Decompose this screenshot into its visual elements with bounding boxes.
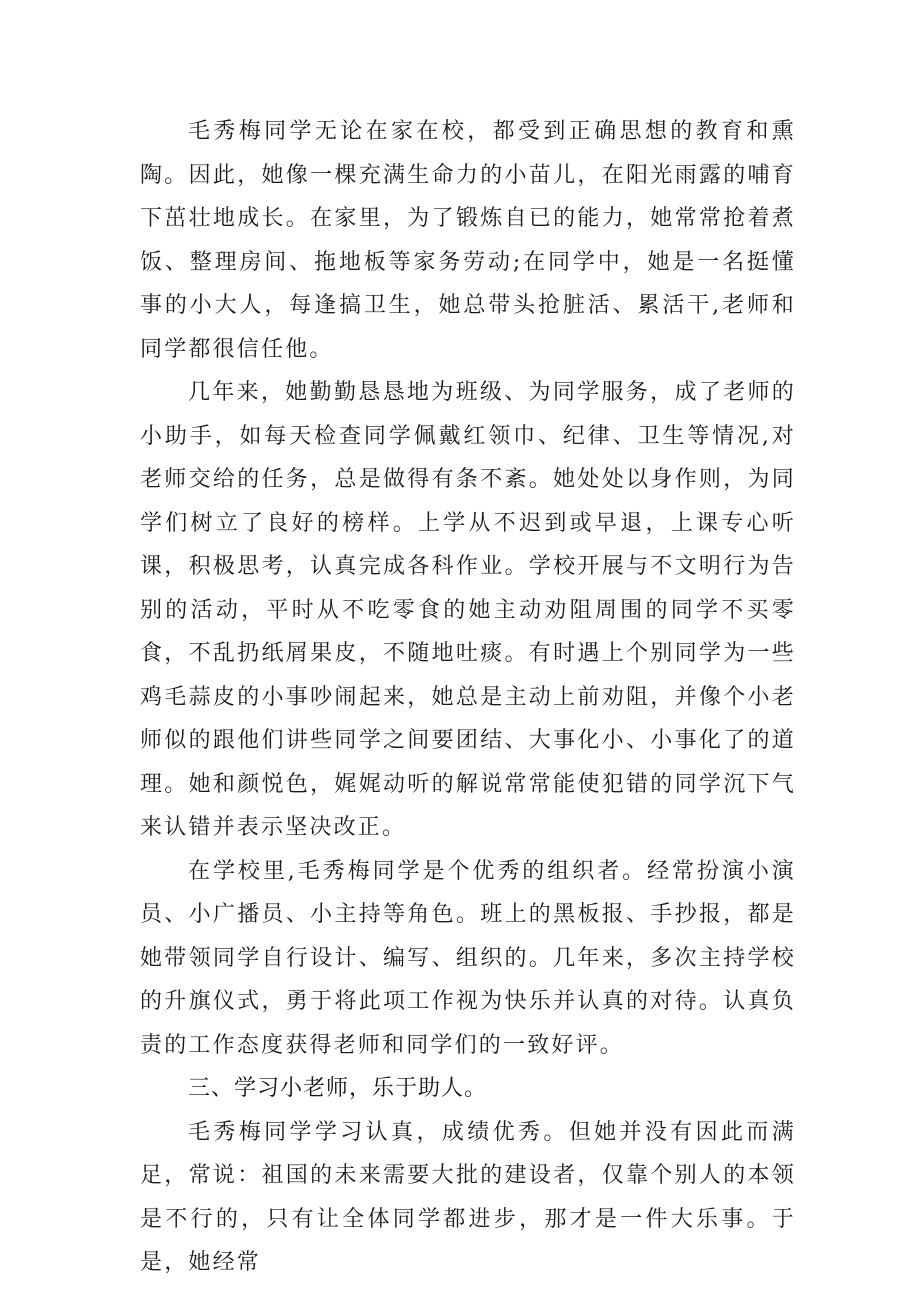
section-heading: 三、学习小老师，乐于助人。 <box>188 1076 488 1101</box>
paragraph-class-helper: 几年来，她勤勤恳恳地为班级、为同学服务，成了老师的小助手，如每天检查同学佩戴红领巾、纪律、卫生等情况,对老师交给的任务，总是做得有条不紊。她处处以身作则，为同学们树立了良好的榜样。上学从不迟到或早退，上课专心听课，积极思考，认真完成各科作业。学校开展与不文明行为告别的活动，平时从不吃零食的她主动劝阻周围的同学不买零食，不乱扔纸屑果皮，不随地吐痰。有时遇上个别同学为一些鸡毛蒜皮的小事吵闹起来，她总是主动上前劝阻，并像个小老师似的跟他们讲些同学之间要团结、大事化小、小事化了的道理。她和颜悦色，娓娓动听的解说常常能使犯错的同学沉下气来认错并表示坚决改正。 <box>140 380 796 840</box>
paragraph-home-and-school: 毛秀梅同学无论在家在校，都受到正确思想的教育和熏陶。因此，她像一棵充满生命力的小苗儿，在阳光雨露的哺育下茁壮地成长。在家里，为了锻炼自已的能力，她常常抢着煮饭、整理房间、拖地板等家务劳动;在同学中，她是一名挺懂事的小大人，每逢搞卫生，她总带头抢脏活、累活干,老师和同学都很信任他。 <box>140 119 796 362</box>
paragraph-study-helper: 毛秀梅同学学习认真，成绩优秀。但她并没有因此而满足，常说：祖国的未来需要大批的建设者，仅靠个别人的本领是不行的，只有让全体同学都进步，那才是一件大乐事。于是，她经常 <box>140 1119 796 1275</box>
paragraph-organizer: 在学校里,毛秀梅同学是个优秀的组织者。经常扮演小演员、小广播员、小主持等角色。班上的黑板报、手抄报，都是她带领同学自行设计、编写、组织的。几年来，多次主持学校的升旗仪式，勇于将此项工作视为快乐并认真的对待。认真负责的工作态度获得老师和同学们的一致好评。 <box>140 858 796 1058</box>
document-body <box>140 110 796 1285</box>
